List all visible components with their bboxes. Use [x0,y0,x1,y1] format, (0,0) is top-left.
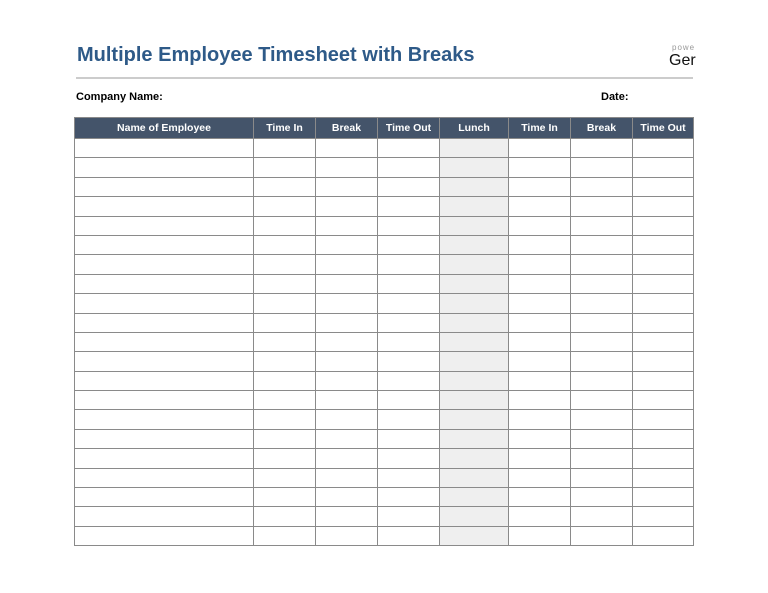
time-in-cell[interactable] [254,313,316,332]
time-out-cell[interactable] [633,526,694,545]
time-in-cell[interactable] [254,216,316,235]
employee-name-cell[interactable] [75,526,254,545]
break-cell[interactable] [571,274,633,293]
time-out-cell[interactable] [378,216,440,235]
time-out-cell[interactable] [633,468,694,487]
time-out-cell[interactable] [378,139,440,158]
break-cell[interactable] [316,429,378,448]
break-cell[interactable] [316,255,378,274]
table-row [75,294,694,313]
lunch-cell[interactable] [440,352,509,371]
break-cell[interactable] [571,352,633,371]
table-row [75,313,694,332]
break-cell[interactable] [571,371,633,390]
break-cell[interactable] [316,332,378,351]
time-in-cell[interactable] [254,526,316,545]
employee-name-cell[interactable] [75,294,254,313]
lunch-cell[interactable] [440,488,509,507]
table-row [75,468,694,487]
break-cell[interactable] [571,391,633,410]
time-in-cell[interactable] [509,139,571,158]
lunch-cell[interactable] [440,526,509,545]
time-in-cell[interactable] [509,352,571,371]
time-out-cell[interactable] [633,313,694,332]
timesheet-table [74,117,694,546]
lunch-cell[interactable] [440,158,509,177]
break-cell[interactable] [316,294,378,313]
table-row [75,371,694,390]
table-row [75,391,694,410]
break-cell[interactable] [316,235,378,254]
time-out-cell[interactable] [378,177,440,196]
break-cell[interactable] [571,177,633,196]
time-in-cell[interactable] [254,294,316,313]
column-header-time-out-2: Time Out [633,118,694,139]
lunch-cell[interactable] [440,332,509,351]
time-in-cell[interactable] [509,488,571,507]
time-out-cell[interactable] [378,313,440,332]
time-in-cell[interactable] [254,352,316,371]
table-row [75,139,694,158]
break-cell[interactable] [316,274,378,293]
time-out-cell[interactable] [633,507,694,526]
time-in-cell[interactable] [254,197,316,216]
break-cell[interactable] [571,468,633,487]
time-out-cell[interactable] [378,410,440,429]
time-in-cell[interactable] [254,332,316,351]
lunch-cell[interactable] [440,235,509,254]
time-out-cell[interactable] [633,177,694,196]
break-cell[interactable] [571,507,633,526]
employee-name-cell[interactable] [75,313,254,332]
lunch-cell[interactable] [440,139,509,158]
column-header-time-in-2: Time In [509,118,571,139]
break-cell[interactable] [571,197,633,216]
time-in-cell[interactable] [254,177,316,196]
employee-name-cell[interactable] [75,332,254,351]
time-out-cell[interactable] [378,332,440,351]
break-cell[interactable] [571,429,633,448]
time-out-cell[interactable] [378,158,440,177]
time-out-cell[interactable] [633,391,694,410]
time-out-cell[interactable] [378,468,440,487]
brand-logo [669,40,696,72]
time-out-cell[interactable] [633,274,694,293]
time-in-cell[interactable] [509,507,571,526]
table-row [75,449,694,468]
time-out-cell[interactable] [633,255,694,274]
time-out-cell[interactable] [633,294,694,313]
brand-powered-text: powe [672,43,696,52]
time-out-cell[interactable] [378,294,440,313]
time-in-cell[interactable] [509,332,571,351]
time-out-cell[interactable] [378,507,440,526]
employee-name-cell[interactable] [75,352,254,371]
time-in-cell[interactable] [509,410,571,429]
table-row [75,216,694,235]
time-out-cell[interactable] [378,235,440,254]
break-cell[interactable] [571,449,633,468]
time-in-cell[interactable] [509,526,571,545]
time-in-cell[interactable] [509,177,571,196]
time-in-cell[interactable] [254,507,316,526]
table-row [75,352,694,371]
time-in-cell[interactable] [254,488,316,507]
table-row [75,274,694,293]
time-out-cell[interactable] [633,352,694,371]
time-in-cell[interactable] [254,139,316,158]
column-header-lunch: Lunch [440,118,509,139]
break-cell[interactable] [571,139,633,158]
employee-name-cell[interactable] [75,158,254,177]
title-divider [76,77,693,79]
break-cell[interactable] [571,488,633,507]
lunch-cell[interactable] [440,197,509,216]
time-out-cell[interactable] [633,429,694,448]
lunch-cell[interactable] [440,429,509,448]
break-cell[interactable] [316,158,378,177]
column-header-time-out: Time Out [378,118,440,139]
time-out-cell[interactable] [378,429,440,448]
brand-name-text: Ger [669,52,696,69]
break-cell[interactable] [316,488,378,507]
time-in-cell[interactable] [509,449,571,468]
break-cell[interactable] [316,197,378,216]
break-cell[interactable] [316,526,378,545]
employee-name-cell[interactable] [75,391,254,410]
date-label: Date: [601,91,629,103]
time-in-cell[interactable] [254,274,316,293]
employee-name-cell[interactable] [75,139,254,158]
lunch-cell[interactable] [440,294,509,313]
time-in-cell[interactable] [254,449,316,468]
time-out-cell[interactable] [378,449,440,468]
time-out-cell[interactable] [378,255,440,274]
column-header-break: Break [316,118,378,139]
time-in-cell[interactable] [509,255,571,274]
break-cell[interactable] [316,391,378,410]
employee-name-cell[interactable] [75,488,254,507]
time-out-cell[interactable] [378,371,440,390]
break-cell[interactable] [316,371,378,390]
time-in-cell[interactable] [254,391,316,410]
employee-name-cell[interactable] [75,216,254,235]
break-cell[interactable] [316,468,378,487]
employee-name-cell[interactable] [75,255,254,274]
employee-name-cell[interactable] [75,468,254,487]
employee-name-cell[interactable] [75,371,254,390]
employee-name-cell[interactable] [75,274,254,293]
employee-name-cell[interactable] [75,410,254,429]
time-in-cell[interactable] [509,429,571,448]
lunch-cell[interactable] [440,313,509,332]
table-row [75,158,694,177]
lunch-cell[interactable] [440,391,509,410]
table-row [75,332,694,351]
break-cell[interactable] [316,216,378,235]
table-row [75,235,694,254]
break-cell[interactable] [571,332,633,351]
page-title: Multiple Employee Timesheet with Breaks [77,44,475,66]
time-in-cell[interactable] [509,197,571,216]
column-header-time-in: Time In [254,118,316,139]
column-header-name-of-employee: Name of Employee [75,118,254,139]
time-in-cell[interactable] [254,255,316,274]
time-in-cell[interactable] [254,410,316,429]
break-cell[interactable] [316,507,378,526]
lunch-cell[interactable] [440,371,509,390]
table-row [75,429,694,448]
time-in-cell[interactable] [509,391,571,410]
time-out-cell[interactable] [633,216,694,235]
time-out-cell[interactable] [633,488,694,507]
time-in-cell[interactable] [509,313,571,332]
time-in-cell[interactable] [509,158,571,177]
time-out-cell[interactable] [633,410,694,429]
timesheet-body [75,139,694,546]
employee-name-cell[interactable] [75,507,254,526]
lunch-cell[interactable] [440,216,509,235]
break-cell[interactable] [571,216,633,235]
lunch-cell[interactable] [440,449,509,468]
lunch-cell[interactable] [440,177,509,196]
employee-name-cell[interactable] [75,177,254,196]
table-row [75,197,694,216]
break-cell[interactable] [571,313,633,332]
time-in-cell[interactable] [254,468,316,487]
time-out-cell[interactable] [633,332,694,351]
time-in-cell[interactable] [509,371,571,390]
company-name-label: Company Name: [76,91,163,103]
time-in-cell[interactable] [254,371,316,390]
time-out-cell[interactable] [378,197,440,216]
time-in-cell[interactable] [509,216,571,235]
time-in-cell[interactable] [254,235,316,254]
time-out-cell[interactable] [633,235,694,254]
time-out-cell[interactable] [633,371,694,390]
time-in-cell[interactable] [509,294,571,313]
break-cell[interactable] [316,177,378,196]
lunch-cell[interactable] [440,410,509,429]
break-cell[interactable] [316,449,378,468]
time-out-cell[interactable] [378,274,440,293]
time-out-cell[interactable] [378,352,440,371]
time-out-cell[interactable] [633,197,694,216]
break-cell[interactable] [316,410,378,429]
table-row [75,410,694,429]
table-row [75,488,694,507]
lunch-cell[interactable] [440,468,509,487]
lunch-cell[interactable] [440,274,509,293]
time-in-cell[interactable] [509,274,571,293]
time-out-cell[interactable] [378,488,440,507]
break-cell[interactable] [571,255,633,274]
break-cell[interactable] [571,526,633,545]
time-out-cell[interactable] [378,391,440,410]
time-out-cell[interactable] [633,158,694,177]
time-in-cell[interactable] [509,468,571,487]
employee-name-cell[interactable] [75,197,254,216]
column-header-break-2: Break [571,118,633,139]
break-cell[interactable] [571,410,633,429]
table-row [75,507,694,526]
lunch-cell[interactable] [440,507,509,526]
break-cell[interactable] [316,313,378,332]
break-cell[interactable] [316,139,378,158]
employee-name-cell[interactable] [75,235,254,254]
break-cell[interactable] [571,294,633,313]
time-in-cell[interactable] [254,429,316,448]
employee-name-cell[interactable] [75,429,254,448]
time-out-cell[interactable] [378,526,440,545]
employee-name-cell[interactable] [75,449,254,468]
time-in-cell[interactable] [254,158,316,177]
table-row [75,255,694,274]
lunch-cell[interactable] [440,255,509,274]
table-header-row [75,118,694,139]
break-cell[interactable] [571,158,633,177]
break-cell[interactable] [571,235,633,254]
table-row [75,526,694,545]
table-row [75,177,694,196]
time-out-cell[interactable] [633,449,694,468]
time-out-cell[interactable] [633,139,694,158]
break-cell[interactable] [316,352,378,371]
time-in-cell[interactable] [509,235,571,254]
